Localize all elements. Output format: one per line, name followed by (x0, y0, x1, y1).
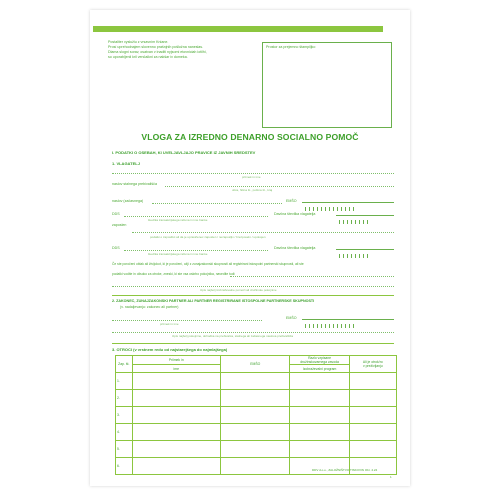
table-row (116, 424, 397, 441)
child-name-cell[interactable] (132, 424, 220, 441)
col-name-header: Priimek in (132, 356, 220, 365)
col-emso-header: EMŠO (220, 356, 290, 373)
tax-digits[interactable] (336, 211, 394, 216)
dds2-line[interactable] (124, 250, 268, 251)
note-extra-line[interactable] (112, 286, 394, 287)
child-name-cell[interactable] (132, 390, 220, 407)
stamp-box (262, 42, 392, 128)
child-status-cell[interactable] (290, 441, 349, 458)
child-status-cell[interactable] (290, 424, 349, 441)
child-check-cell[interactable] (349, 407, 396, 424)
section2-subheading: (v. nadaljevanju: zakonec ali partner) (120, 305, 179, 309)
post-line-4: so uporabljenii kril venčaikni za nakšar iv domeka. (108, 55, 188, 59)
partner-emso-label: EMŠO (286, 316, 297, 320)
check-bot: v preživljanju (363, 364, 383, 368)
row-number: 2. (116, 390, 133, 407)
note-line-1: Če ste poročeni oblak ali živijokot, ki je poročeni, ožji z zunajzakonski skupnosti ali registrirani istospolni partnerski skupnosti, ali ste (112, 262, 304, 266)
name-hint: priimek in ime (242, 175, 261, 179)
partner-footer-hint: izpis najbolj pokojnine, dohodka na prebivalca, stalnega ali začasnega naslova prebivališča (172, 334, 294, 338)
publisher-footer (312, 468, 377, 472)
tax2-label: Davčna številka vlagatelja (274, 246, 316, 250)
dds2-label: DDS (112, 246, 120, 250)
employer-line[interactable] (132, 232, 394, 233)
child-status-cell[interactable] (290, 373, 349, 390)
partner-name-line[interactable] (112, 320, 262, 321)
table-row (116, 373, 397, 390)
child-check-cell[interactable] (349, 373, 396, 390)
dds-hint: številka transakcijskega računa in ime banke (148, 218, 208, 222)
col-no-header: Zap. št. (116, 356, 133, 373)
status-top: Razlo vzpisane (308, 356, 332, 360)
partner-emso-digits[interactable] (302, 315, 394, 320)
child-emso-cell[interactable] (220, 407, 290, 424)
section3-heading: 3. OTROCI (v vrstnem redu od najstarejšega do najmlajšega) (112, 347, 228, 352)
child-status-cell[interactable] (290, 390, 349, 407)
child-name-cell[interactable] (132, 373, 220, 390)
child-check-cell[interactable] (349, 424, 396, 441)
stamp-label: Prostor za prejemno štampiljko (266, 45, 316, 49)
table-row (116, 441, 397, 458)
dds-label: DDS (112, 212, 120, 216)
emso-label: EMŠO (286, 199, 297, 203)
table-row (116, 390, 397, 407)
row-number: 6. (116, 458, 133, 475)
child-emso-cell[interactable] (220, 458, 290, 475)
note-hint: izpis najbolj izobraževalne pomoči ali družinske pokojnine (200, 288, 277, 292)
section1-subheading: 1. VLAGATELJ (112, 161, 140, 166)
partner-name-hint: priimek in ime (160, 322, 179, 326)
note-line[interactable] (230, 276, 394, 277)
employer-hint: podatki o zaposlitvi ali da je upravičenec zaposlen / nezaposljiv / brezposeln / upokojen (150, 235, 266, 239)
form-page (90, 10, 410, 486)
col-status-header-top (290, 356, 349, 365)
col-check-header (349, 356, 396, 373)
section1-heading: I. PODATKI O OSEBAH, KI UVELJAVLJAJO PRAVICE IZ JAVNIH SREDSTEV (112, 150, 256, 155)
section-divider-2 (112, 343, 394, 344)
row-number: 5. (116, 441, 133, 458)
tax2-digits[interactable] (336, 245, 394, 250)
check-top: Ali je otrok/ro (362, 360, 383, 364)
child-emso-cell[interactable] (220, 390, 290, 407)
publisher-name: DDV d.o.o., ZALOŽNIŠTVO TISKOVIN (312, 468, 364, 472)
partner-extra-line[interactable] (112, 332, 394, 333)
dds2-hint: številka transakcijskega računa in ime banke (148, 252, 208, 256)
header-green-bar (93, 26, 383, 32)
child-name-cell[interactable] (132, 458, 220, 475)
page-number: 1 (390, 475, 392, 479)
child-emso-cell[interactable] (220, 424, 290, 441)
address-label: naslov stalnega prebivališča (112, 182, 157, 186)
section-divider-1 (112, 295, 394, 296)
address-line[interactable] (165, 186, 394, 187)
section2-heading: 2. ZAKONEC, ZUNAJZAKONSKI PARTNER ALI PARTNER REGISTRIRANE ISTOSPOLNE PARTNERSKE SKUPNOSTI (112, 299, 315, 303)
address-hint: ulica, hišna št., poštna št., kraj (232, 188, 273, 192)
applicant-name-line[interactable] (112, 173, 394, 174)
children-table (115, 355, 397, 475)
row-number: 1. (116, 373, 133, 390)
row-number: 3. (116, 407, 133, 424)
form-code: Obr. 4.24 (364, 468, 378, 472)
child-name-cell[interactable] (132, 407, 220, 424)
col-name-header-2: ime (132, 365, 220, 373)
post-line-2: Prosí uprehodnajem slovenno prašnjnih pošložna naneslas. (108, 45, 204, 49)
child-emso-cell[interactable] (220, 373, 290, 390)
temp-address-line[interactable] (152, 203, 282, 204)
emso-digits[interactable] (302, 198, 394, 203)
child-check-cell[interactable] (349, 441, 396, 458)
child-emso-cell[interactable] (220, 441, 290, 458)
child-check-cell[interactable] (349, 390, 396, 407)
tax-label: Davčna številka vlagatelja (274, 212, 316, 216)
child-name-cell[interactable] (132, 441, 220, 458)
temp-address-label: naslov (začasnega) (112, 199, 144, 203)
note-line-2: podatki vodite in olisoko za otroke, zneski, ki ste vsa oskrbo pokojnika, navedite tudi: (112, 272, 236, 276)
post-line-1: Postaliter vyslužiu z vrsavním Kniane. (108, 40, 169, 44)
post-line-3: Dlama slogni sorav, osatvan v inaditi nyjsomi etovniciah iotilhi, (108, 50, 207, 54)
row-number: 4. (116, 424, 133, 441)
child-status-cell[interactable] (290, 407, 349, 424)
employer-label: zaposlen (112, 223, 127, 227)
status-bot: Izobraževalni program (290, 365, 349, 373)
form-title: VLOGA ZA IZREDNO DENARNO SOCIALNO POMOČ (141, 132, 359, 142)
status-mid: družinskovarnega zavoda (300, 360, 339, 364)
table-row (116, 407, 397, 424)
dds-line[interactable] (124, 216, 268, 217)
